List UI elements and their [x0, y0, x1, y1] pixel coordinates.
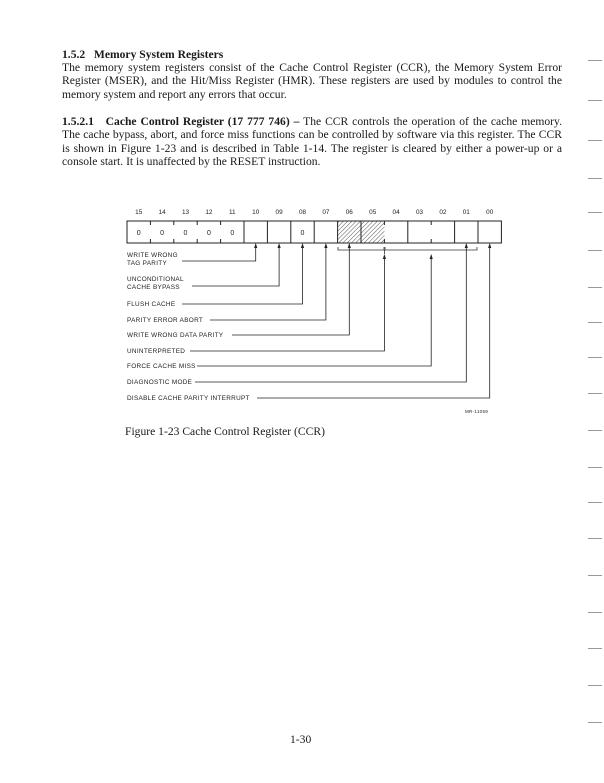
bit-number-11: 11 — [228, 209, 236, 216]
margin-mark — [588, 612, 602, 613]
bit-number-04: 04 — [392, 209, 400, 216]
bit-number-07: 07 — [322, 209, 330, 216]
margin-mark — [588, 467, 602, 468]
label-write-wrong-data-parity: WRITE WRONG DATA PARITY — [127, 332, 224, 339]
bit-value-zero: 0 — [136, 230, 141, 237]
margin-mark — [588, 60, 602, 61]
margin-mark — [588, 648, 602, 649]
margin-mark — [588, 322, 602, 323]
bit-value-zero: 0 — [206, 230, 211, 237]
bit-number-10: 10 — [252, 209, 260, 216]
margin-mark — [588, 393, 602, 394]
label-disable-cache-parity-interrupt: DISABLE CACHE PARITY INTERRUPT — [127, 395, 250, 402]
arrowhead-icon — [254, 243, 257, 248]
margin-mark — [588, 685, 602, 686]
bit-value-zero: 0 — [183, 230, 188, 237]
bit-number-13: 13 — [181, 209, 190, 216]
section-heading: 1.5.2 Memory System Registers — [62, 48, 224, 61]
bit-value-zero: 0 — [300, 230, 305, 237]
margin-mark — [588, 178, 602, 179]
margin-mark — [588, 357, 602, 358]
bit-number-00: 00 — [486, 209, 494, 216]
label-diagnostic-mode: DIAGNOSTIC MODE — [127, 379, 193, 386]
label-uninterpreted: UNINTERPRETED — [127, 348, 186, 355]
margin-mark — [588, 212, 602, 213]
margin-mark — [588, 100, 602, 101]
section-body: The memory system registers consist of the Cache Control Register (CCR), the Memory System Error Register (MSER), and the Hit/Miss Register (HMR). These registers are used by modules to control the memory system and report any errors that occur. — [62, 61, 562, 101]
brace-05-04 — [338, 247, 384, 254]
arrowhead-icon — [278, 243, 281, 248]
leader-line — [232, 247, 349, 335]
label-unconditional-cache-bypass-1: UNCONDITIONAL — [127, 276, 184, 283]
bit-number-08: 08 — [298, 209, 307, 216]
arrowhead-icon — [301, 243, 304, 248]
leader-line — [192, 247, 279, 286]
figure-caption: Figure 1-23 Cache Control Register (CCR) — [125, 425, 325, 438]
arrowhead-icon — [465, 243, 468, 248]
bit-number-06: 06 — [345, 209, 353, 216]
bit-number-01: 01 — [462, 209, 470, 216]
brace-03-02 — [385, 247, 477, 250]
bit-number-05: 05 — [369, 209, 377, 216]
bit-value-zero: 0 — [230, 230, 235, 237]
label-force-cache-miss: FORCE CACHE MISS — [127, 363, 196, 370]
bit-value-zero: 0 — [160, 230, 165, 237]
label-unconditional-cache-bypass-2: CACHE BYPASS — [127, 284, 180, 291]
leader-line — [257, 247, 490, 398]
arrowhead-icon — [348, 243, 351, 248]
leader-line — [197, 258, 431, 366]
label-write-wrong-tag-parity-2: TAG PARITY — [127, 260, 168, 267]
margin-mark — [588, 575, 602, 576]
arrowhead-icon — [430, 254, 433, 259]
subsection-body: The CCR controls the operation of the cache memory. The cache bypass, abort, and force miss functions can be controlled by software via this register. The CCR is shown in Figure 1-23 and is described in Table 1-14. The register is cleared by either a power-up or a console start. It is unaffected by the RESET instruction. — [62, 115, 562, 169]
label-flush-cache: FLUSH CACHE — [127, 301, 176, 308]
bit-number-15: 15 — [135, 209, 143, 216]
margin-mark — [588, 250, 602, 251]
leader-line — [182, 247, 303, 304]
bit-number-09: 09 — [275, 209, 283, 216]
bit-number-14: 14 — [158, 209, 166, 216]
margin-mark — [588, 538, 602, 539]
bit-number-03: 03 — [415, 209, 424, 216]
subsection-title: Cache Control Register (17 777 746) – — [105, 115, 300, 128]
margin-mark — [588, 722, 602, 723]
label-write-wrong-tag-parity-1: WRITE WRONG — [127, 252, 178, 259]
subsection-number: 1.5.2.1 — [62, 115, 94, 128]
margin-mark — [588, 502, 602, 503]
leader-line — [210, 247, 326, 320]
margin-mark — [588, 430, 602, 431]
margin-mark — [588, 140, 602, 141]
page-number: 1-30 — [290, 733, 312, 746]
leader-line — [195, 247, 466, 382]
label-parity-error-abort: PARITY ERROR ABORT — [127, 317, 204, 324]
bit-number-02: 02 — [439, 209, 447, 216]
margin-mark — [588, 287, 602, 288]
arrowhead-icon — [488, 243, 491, 248]
leader-line — [182, 247, 256, 261]
bit-number-12: 12 — [205, 209, 213, 216]
figure-reference: MR-11059 — [465, 409, 489, 414]
arrowhead-icon — [383, 254, 386, 259]
arrowhead-icon — [324, 243, 327, 248]
